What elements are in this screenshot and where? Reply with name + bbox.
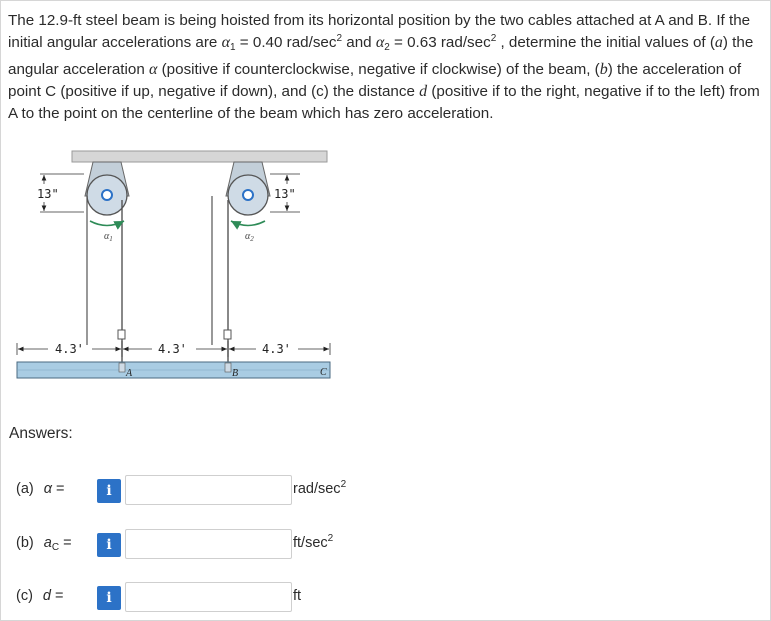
point-a-label: A bbox=[126, 368, 133, 379]
ceiling-support bbox=[72, 151, 327, 162]
part-letter: (b) bbox=[16, 535, 34, 551]
answer-symbol: a bbox=[43, 535, 52, 551]
alpha2-exp: 2 bbox=[490, 33, 497, 44]
alpha-symbol: α bbox=[149, 61, 158, 78]
point-b-label: B bbox=[232, 368, 239, 379]
equals-sign: = bbox=[59, 535, 72, 551]
span-ab-label: 4.3' bbox=[158, 342, 187, 356]
left-pulley-axle bbox=[102, 190, 112, 200]
alpha2-label: $\alpha_2$ bbox=[245, 231, 254, 243]
info-icon[interactable]: i bbox=[97, 586, 121, 610]
answer-symbol: d bbox=[42, 588, 51, 604]
problem-text: (positive if counterclockwise, negative if clockwise) of the beam, ( bbox=[157, 61, 600, 78]
answer-c-unit: ft bbox=[293, 588, 302, 604]
alpha1-sub: 1 bbox=[230, 42, 236, 53]
d-symbol: d bbox=[419, 83, 428, 100]
right-pulley-axle bbox=[243, 190, 253, 200]
equals-sign: = bbox=[52, 481, 65, 497]
answer-b-input[interactable] bbox=[125, 529, 292, 559]
problem-text: and bbox=[342, 34, 376, 51]
span-ab-left-label: 4.3' bbox=[55, 342, 84, 356]
answer-a-label bbox=[16, 481, 65, 499]
answer-a-unit: rad/$\sec^2$ bbox=[293, 479, 347, 497]
answer-b-label bbox=[16, 535, 72, 553]
answer-b-unit: $ft/\sec^2$ bbox=[293, 533, 334, 551]
alpha1-value: = 0.40 rad/sec bbox=[235, 34, 337, 51]
problem-text: ) the acceleration of point C (positive if up, negative if down), and (c) the distance bbox=[8, 61, 742, 100]
problem-text: , determine the initial values of ( bbox=[496, 34, 715, 51]
alpha2-symbol: α bbox=[375, 34, 385, 51]
answer-c-input[interactable] bbox=[125, 582, 292, 612]
part-b-letter: b bbox=[599, 61, 608, 78]
alpha1-exp: 2 bbox=[336, 33, 343, 44]
right-cable-clamp bbox=[224, 330, 231, 339]
alpha1-arrow-icon bbox=[90, 221, 124, 226]
answer-c-label bbox=[16, 588, 64, 606]
answer-row-c bbox=[0, 580, 771, 614]
info-icon[interactable]: i bbox=[97, 533, 121, 557]
answer-symbol: α bbox=[43, 481, 53, 497]
problem-text: (positive if to the right, negative if to the left) from A to the point on the centerline of the beam which has zero acceleration. bbox=[8, 83, 760, 122]
attachment-b bbox=[225, 363, 231, 372]
info-icon[interactable]: i bbox=[97, 479, 121, 503]
part-letter: (a) bbox=[16, 481, 34, 497]
answer-row-a bbox=[0, 473, 771, 507]
answer-symbol-sub: C bbox=[51, 542, 60, 553]
problem-text: The 12.9-ft steel beam is being hoisted from its horizontal position by the two cables attached at A and B. If the initial angular accelerations are bbox=[8, 12, 751, 51]
problem-text: ) the angular acceleration bbox=[8, 34, 754, 78]
equals-sign: = bbox=[51, 588, 64, 604]
alpha1-symbol: α bbox=[221, 34, 230, 51]
answer-a-input[interactable] bbox=[125, 475, 292, 505]
left-cable-clamp bbox=[118, 330, 125, 339]
alpha2-value: = 0.63 rad/sec bbox=[389, 34, 491, 51]
answer-row-b bbox=[0, 527, 771, 561]
part-a-letter: a bbox=[714, 34, 723, 51]
alpha1-label: $\alpha_1$ bbox=[104, 231, 113, 243]
left-radius-label: 13" bbox=[37, 187, 59, 201]
point-c-label: C bbox=[320, 367, 327, 378]
attachment-a bbox=[119, 363, 125, 372]
alpha2-sub: 2 bbox=[384, 42, 390, 53]
answers-heading: Answers: bbox=[9, 425, 73, 442]
span-bc-label: 4.3' bbox=[262, 342, 291, 356]
alpha2-arrow-icon bbox=[231, 221, 265, 226]
part-letter: (c) bbox=[16, 588, 33, 604]
right-radius-label: 13" bbox=[274, 187, 296, 201]
